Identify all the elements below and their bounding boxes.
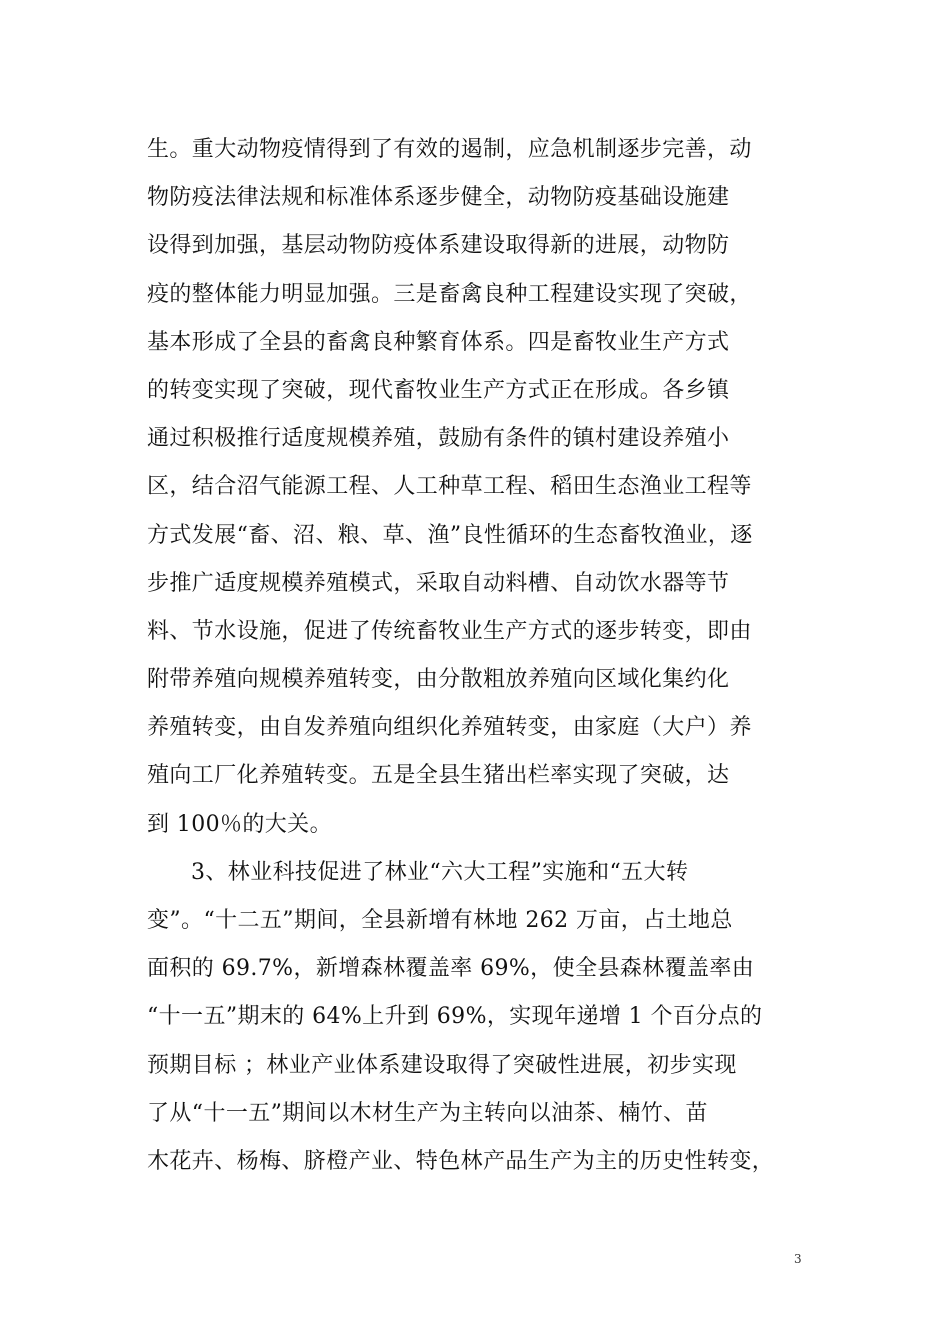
text-line: 变”。“十二五”期间，全县新增有林地 262 万亩，占土地总 bbox=[147, 908, 733, 933]
text-line: 料、节水设施，促进了传统畜牧业生产方式的逐步转变，即由 bbox=[147, 618, 752, 644]
text-line: 步推广适度规模养殖模式，采取自动料槽、自动饮水器等节 bbox=[147, 570, 730, 596]
text-line: 面积的 69.7%，新增森林覆盖率 69%，使全县森林覆盖率由 bbox=[147, 956, 755, 982]
text-line: 基本形成了全县的畜禽良种繁育体系。四是畜牧业生产方式 bbox=[147, 329, 730, 355]
text-line: “十一五”期末的 64%上升到 69%，实现年递增 1 个百分点的 bbox=[147, 1004, 763, 1030]
body-text bbox=[147, 126, 817, 1186]
text-line: 设得到加强，基层动物防疫体系建设取得新的进展，动物防 bbox=[147, 233, 730, 259]
text-line: 通过积极推行适度规模养殖，鼓励有条件的镇村建设养殖小 bbox=[147, 426, 730, 452]
text-line: 附带养殖向规模养殖转变，由分散粗放养殖向区域化集约化 bbox=[147, 667, 730, 693]
text-line: 物防疫法律法规和标准体系逐步健全，动物防疫基础设施建 bbox=[147, 185, 730, 211]
text-line: 养殖转变，由自发养殖向组织化养殖转变，由家庭（大户）养 bbox=[147, 715, 752, 741]
text-line: 了从“十一五”期间以木材生产为主转向以油茶、楠竹、苗 bbox=[147, 1100, 708, 1126]
text-line: 区，结合沼气能源工程、人工种草工程、稻田生态渔业工程等 bbox=[147, 474, 752, 500]
text-line: 生。重大动物疫情得到了有效的遏制，应急机制逐步完善，动 bbox=[147, 137, 752, 162]
text-line: 到 100％的大关。 bbox=[147, 811, 332, 837]
text-line: 殖向工厂化养殖转变。五是全县生猪出栏率实现了突破，达 bbox=[147, 763, 730, 789]
page-number: 3 bbox=[794, 1252, 802, 1266]
text-line: 预期目标 ；林业产业体系建设取得了突破性进展，初步实现 bbox=[147, 1052, 737, 1078]
text-line: 方式发展“畜、沼、粮、草、渔”良性循环的生态畜牧渔业，逐 bbox=[147, 522, 753, 548]
paragraph-first-line: 3、林业科技促进了林业“六大工程”实施和“五大转 bbox=[191, 859, 689, 885]
text-line: 木花卉、杨梅、脐橙产业、特色林产品生产为主的历史性转变， bbox=[147, 1148, 775, 1174]
text-line: 疫的整体能力明显加强。三是畜禽良种工程建设实现了突破， bbox=[147, 281, 752, 307]
text-line: 的转变实现了突破，现代畜牧业生产方式正在形成。各乡镇 bbox=[147, 377, 730, 403]
